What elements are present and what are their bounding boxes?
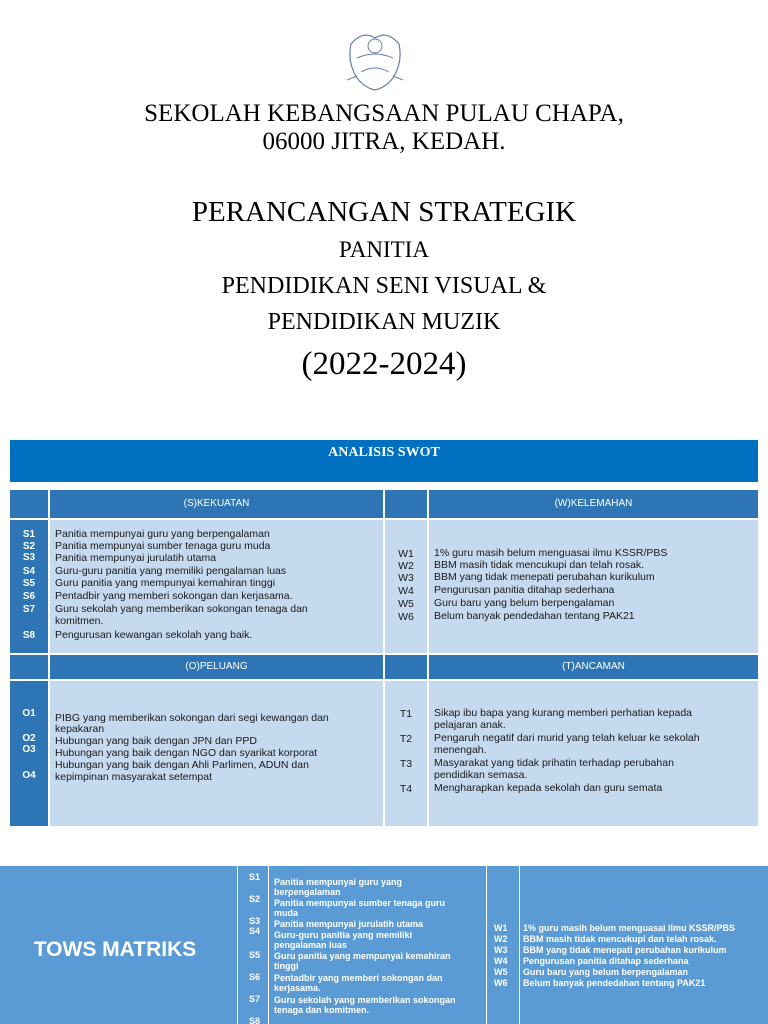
threats-header: (T)ANCAMAN	[429, 655, 758, 679]
code-label: W1	[494, 923, 508, 933]
code-label: O2	[22, 733, 36, 744]
ot-header-tcode-cell	[385, 655, 427, 679]
weakness-item: BBM yang tidak menepati perubahan kurikulum	[434, 571, 655, 583]
strength-codes	[10, 520, 48, 653]
strength-list	[50, 520, 383, 653]
weakness-codes	[385, 520, 427, 653]
plan-title: PERANCANGAN STRATEGIK	[191, 196, 577, 228]
code-label: S2	[249, 894, 261, 904]
plan-years: (2022-2024)	[301, 346, 467, 382]
code-label: T3	[399, 758, 413, 770]
column-divider	[519, 866, 520, 1024]
strength-item: Guru panitia yang mempunyai kemahiran	[274, 951, 451, 961]
strengths-header: (S)KEKUATAN	[50, 490, 383, 518]
sw-header-wcode-cell	[385, 490, 427, 518]
strength-item: Panitia mempunyai jurulatih utama	[274, 919, 424, 929]
strength-item: tenaga dan komitmen.	[274, 1005, 370, 1015]
school-crest-icon	[343, 28, 407, 92]
threat-item: Pengaruh negatif dari murid yang telah keluar ke sekolah	[434, 732, 700, 744]
weakness-item: Belum banyak pendedahan tentang PAK21	[523, 978, 706, 988]
code-label: S5	[249, 950, 261, 960]
code-label: S3	[249, 916, 261, 926]
tows-title: TOWS MATRIKS	[33, 938, 197, 961]
ot-header-code-cell	[10, 655, 48, 679]
threat-codes	[385, 681, 427, 826]
code-label: O1	[22, 708, 36, 719]
strength-item: komitmen.	[55, 615, 104, 627]
strength-item: Panitia mempunyai sumber tenaga guru muda	[55, 540, 271, 552]
code-label: W4	[398, 585, 414, 597]
strength-item: berpengalaman	[274, 887, 341, 897]
code-label: W5	[398, 598, 414, 610]
code-label: T4	[399, 783, 413, 795]
strength-item: kerjasama.	[274, 983, 321, 993]
strength-item: muda	[274, 908, 299, 918]
code-label: W3	[398, 572, 414, 584]
threat-item: Masyarakat yang tidak prihatin terhadap perubahan	[434, 757, 674, 769]
strength-item: Guru sekolah yang memberikan sokongan	[274, 995, 456, 1005]
strength-item: Guru panitia yang mempunyai kemahiran tinggi	[55, 577, 276, 589]
code-label: W2	[494, 934, 508, 944]
code-label: W3	[494, 945, 508, 955]
threat-list	[429, 681, 758, 826]
strength-item: Panitia mempunyai sumber tenaga guru	[274, 898, 446, 908]
code-label: S4	[249, 926, 261, 936]
subject-line-2: PENDIDIKAN MUZIK	[267, 309, 501, 335]
code-label: W6	[398, 611, 414, 623]
code-label: S5	[22, 578, 36, 589]
subject-line-1: PENDIDIKAN SENI VISUAL &	[221, 273, 547, 299]
swot-title: ANALISIS SWOT	[10, 440, 758, 482]
weakness-item: 1% guru masih belum menguasai ilmu KSSR/PBS	[523, 923, 736, 933]
opportunity-codes	[10, 681, 48, 826]
code-label: S6	[249, 972, 261, 982]
sw-header-code-cell	[10, 490, 48, 518]
opportunity-item: Hubungan yang baik dengan Ahli Parlimen, ADUN dan	[55, 759, 309, 771]
code-label: W6	[494, 978, 508, 988]
weakness-item: Guru baru yang belum berpengalaman	[434, 597, 615, 609]
column-divider	[486, 866, 487, 1024]
strength-item: Pengurusan kewangan sekolah yang baik.	[55, 629, 253, 641]
strength-item: Pentadbir yang memberi sokongan dan kerjasama.	[55, 590, 293, 602]
code-label: W5	[494, 967, 508, 977]
code-label: T1	[399, 708, 413, 720]
code-label: S8	[249, 1016, 261, 1024]
opportunity-item: PIBG yang memberikan sokongan dari segi kewangan dan	[55, 712, 329, 724]
code-label: O4	[22, 770, 36, 781]
weaknesses-header: (W)KELEMAHAN	[429, 490, 758, 518]
threat-item: Sikap ibu bapa yang kurang memberi perhatian kepada	[434, 707, 693, 719]
panitia-label: PANITIA	[339, 237, 429, 262]
weakness-item: Guru baru yang belum berpengalaman	[523, 967, 689, 977]
code-label: O3	[22, 744, 36, 755]
school-line-2: 06000 JITRA, KEDAH.	[262, 128, 506, 155]
code-label: S1	[22, 529, 36, 540]
weakness-item: BBM masih tidak mencukupi dan telah rosak.	[434, 559, 645, 571]
opportunity-item: Hubungan yang baik dengan JPN dan PPD	[55, 735, 257, 747]
weakness-list	[429, 520, 758, 653]
code-label: S4	[22, 566, 36, 577]
opportunity-list	[50, 681, 383, 826]
code-label: W2	[398, 560, 414, 572]
strength-item: Panitia mempunyai guru yang berpengalaman	[55, 528, 270, 540]
opportunity-item: Hubungan yang baik dengan NGO dan syarikat korporat	[55, 747, 318, 759]
strength-item: Guru-guru panitia yang memiliki	[274, 930, 413, 940]
column-divider	[237, 866, 238, 1024]
strength-item: Panitia mempunyai guru yang	[274, 877, 403, 887]
code-label: T2	[399, 733, 413, 745]
column-divider	[268, 866, 269, 1024]
threat-item: pelajaran anak.	[434, 719, 506, 731]
code-label: W4	[494, 956, 508, 966]
weakness-item: Pengurusan panitia ditahap sederhana	[523, 956, 689, 966]
threat-item: menengah.	[434, 744, 487, 756]
code-label: S8	[22, 630, 36, 641]
strength-item: Panitia mempunyai jurulatih utama	[55, 552, 217, 564]
threat-item: Mengharapkan kepada sekolah dan guru semata	[434, 782, 663, 794]
tows-matrix	[0, 866, 768, 1024]
school-line-1: SEKOLAH KEBANGSAAN PULAU CHAPA,	[144, 100, 624, 127]
swot-analysis-table	[10, 440, 758, 795]
strength-item: Guru sekolah yang memberikan sokongan tenaga dan	[55, 603, 308, 615]
weakness-item: BBM yang tidak menepati perubahan kurikulum	[523, 945, 727, 955]
code-label: W1	[398, 548, 414, 560]
code-label: S1	[249, 872, 261, 882]
code-label: S6	[22, 591, 36, 602]
weakness-item: Pengurusan panitia ditahap sederhana	[434, 584, 615, 596]
threat-item: pendidikan semasa.	[434, 769, 528, 781]
code-label: S7	[22, 604, 36, 615]
opportunity-item: kepimpinan masyarakat setempat	[55, 771, 212, 783]
code-label: S3	[22, 552, 36, 563]
code-label: S2	[22, 541, 36, 552]
strength-item: Guru-guru panitia yang memiliki pengalaman luas	[55, 565, 287, 577]
strength-item: Pentadbir yang memberi sokongan dan	[274, 973, 443, 983]
code-label: S7	[249, 994, 261, 1004]
weakness-item: Belum banyak pendedahan tentang PAK21	[434, 610, 635, 622]
weakness-item: BBM masih tidak mencukupi dan telah rosak.	[523, 934, 717, 944]
school-name	[0, 100, 768, 156]
strength-item: pengalaman luas	[274, 940, 348, 950]
strength-item: tinggi	[274, 961, 299, 971]
weakness-item: 1% guru masih belum menguasai ilmu KSSR/PBS	[434, 547, 668, 559]
opportunities-header: (O)PELUANG	[50, 655, 383, 679]
opportunity-item: kepakaran	[55, 723, 105, 735]
